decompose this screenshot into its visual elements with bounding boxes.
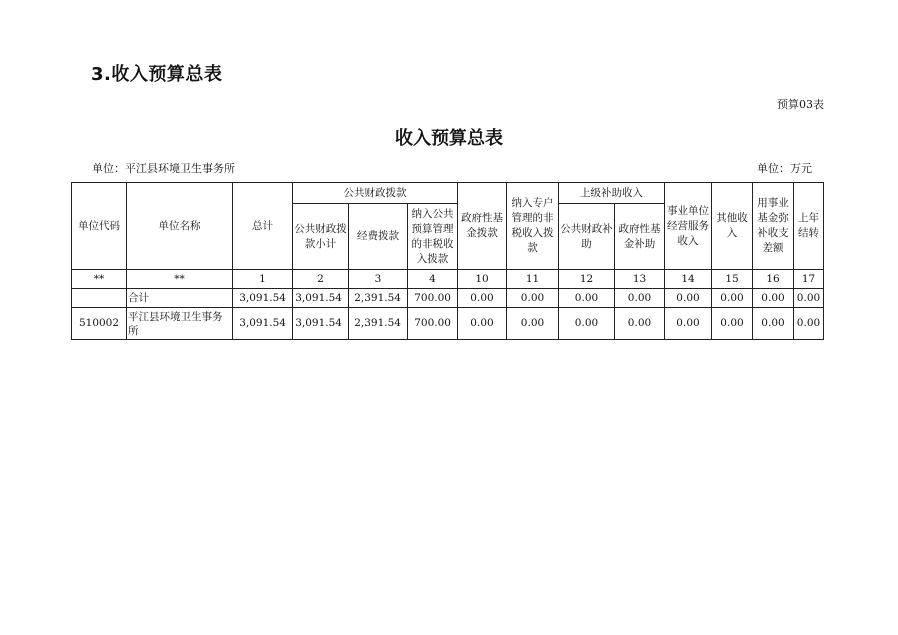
index-cell: 13 — [615, 270, 665, 289]
index-cell: 15 — [712, 270, 753, 289]
header-total: 总计 — [233, 183, 293, 270]
income-budget-table — [71, 182, 824, 340]
index-cell: 11 — [507, 270, 559, 289]
table-row-unit — [72, 308, 824, 340]
value-cell: 700.00 — [408, 289, 458, 308]
header-business-income: 事业单位经营服务收入 — [665, 183, 712, 270]
header-expense-alloc: 经费拨款 — [349, 204, 408, 270]
index-cell: 2 — [293, 270, 349, 289]
index-row — [72, 270, 824, 289]
index-cell: 12 — [559, 270, 615, 289]
header-gov-fund: 政府性基金拨款 — [458, 183, 507, 270]
header-fund-offset: 用事业基金弥补收支差额 — [753, 183, 794, 270]
value-cell: 0.00 — [665, 308, 712, 340]
value-cell: 0.00 — [615, 289, 665, 308]
header-row-1 — [72, 183, 824, 204]
index-cell: 16 — [753, 270, 794, 289]
header-other-income: 其他收入 — [712, 183, 753, 270]
index-cell: ** — [127, 270, 233, 289]
value-cell: 3,091.54 — [233, 308, 293, 340]
section-heading: 3.收入预算总表 — [91, 64, 223, 85]
value-cell: 0.00 — [559, 308, 615, 340]
index-cell: 4 — [408, 270, 458, 289]
row-name: 合计 — [127, 289, 233, 308]
value-cell: 0.00 — [665, 289, 712, 308]
header-superior-group: 上级补助收入 — [559, 183, 665, 204]
row-code: 510002 — [72, 308, 127, 340]
value-cell: 700.00 — [408, 308, 458, 340]
header-unit-code: 单位代码 — [72, 183, 127, 270]
value-cell: 0.00 — [458, 308, 507, 340]
index-cell: 1 — [233, 270, 293, 289]
row-code — [72, 289, 127, 308]
value-cell: 0.00 — [753, 289, 794, 308]
value-cell: 0.00 — [712, 289, 753, 308]
value-cell: 3,091.54 — [233, 289, 293, 308]
index-cell: 3 — [349, 270, 408, 289]
table-row-total — [72, 289, 824, 308]
value-cell: 3,091.54 — [293, 308, 349, 340]
value-cell: 0.00 — [753, 308, 794, 340]
value-cell: 2,391.54 — [349, 308, 408, 340]
form-code: 预算03表 — [777, 98, 824, 111]
index-cell: 14 — [665, 270, 712, 289]
value-cell: 0.00 — [559, 289, 615, 308]
header-sup-gov-fund: 政府性基金补助 — [615, 204, 665, 270]
value-cell: 0.00 — [458, 289, 507, 308]
value-cell: 0.00 — [794, 308, 824, 340]
header-public-finance-group: 公共财政拨款 — [293, 183, 458, 204]
value-cell: 0.00 — [615, 308, 665, 340]
header-unit-name: 单位名称 — [127, 183, 233, 270]
index-cell: 10 — [458, 270, 507, 289]
value-cell: 0.00 — [507, 308, 559, 340]
header-nontax-budget: 纳入公共预算管理的非税收入拨款 — [408, 204, 458, 270]
table-title: 收入预算总表 — [395, 128, 503, 149]
header-pf-subtotal: 公共财政拨款小计 — [293, 204, 349, 270]
value-cell: 0.00 — [507, 289, 559, 308]
index-cell: ** — [72, 270, 127, 289]
header-carryover: 上年结转 — [794, 183, 824, 270]
header-special-nontax: 纳入专户管理的非税收入拨款 — [507, 183, 559, 270]
header-sup-public: 公共财政补助 — [559, 204, 615, 270]
value-cell: 2,391.54 — [349, 289, 408, 308]
row-name: 平江县环境卫生事务所 — [127, 308, 233, 340]
currency-unit-label: 单位：万元 — [757, 162, 812, 175]
unit-label-left: 单位：平江县环境卫生事务所 — [92, 162, 235, 175]
value-cell: 0.00 — [712, 308, 753, 340]
index-cell: 17 — [794, 270, 824, 289]
value-cell: 0.00 — [794, 289, 824, 308]
value-cell: 3,091.54 — [293, 289, 349, 308]
